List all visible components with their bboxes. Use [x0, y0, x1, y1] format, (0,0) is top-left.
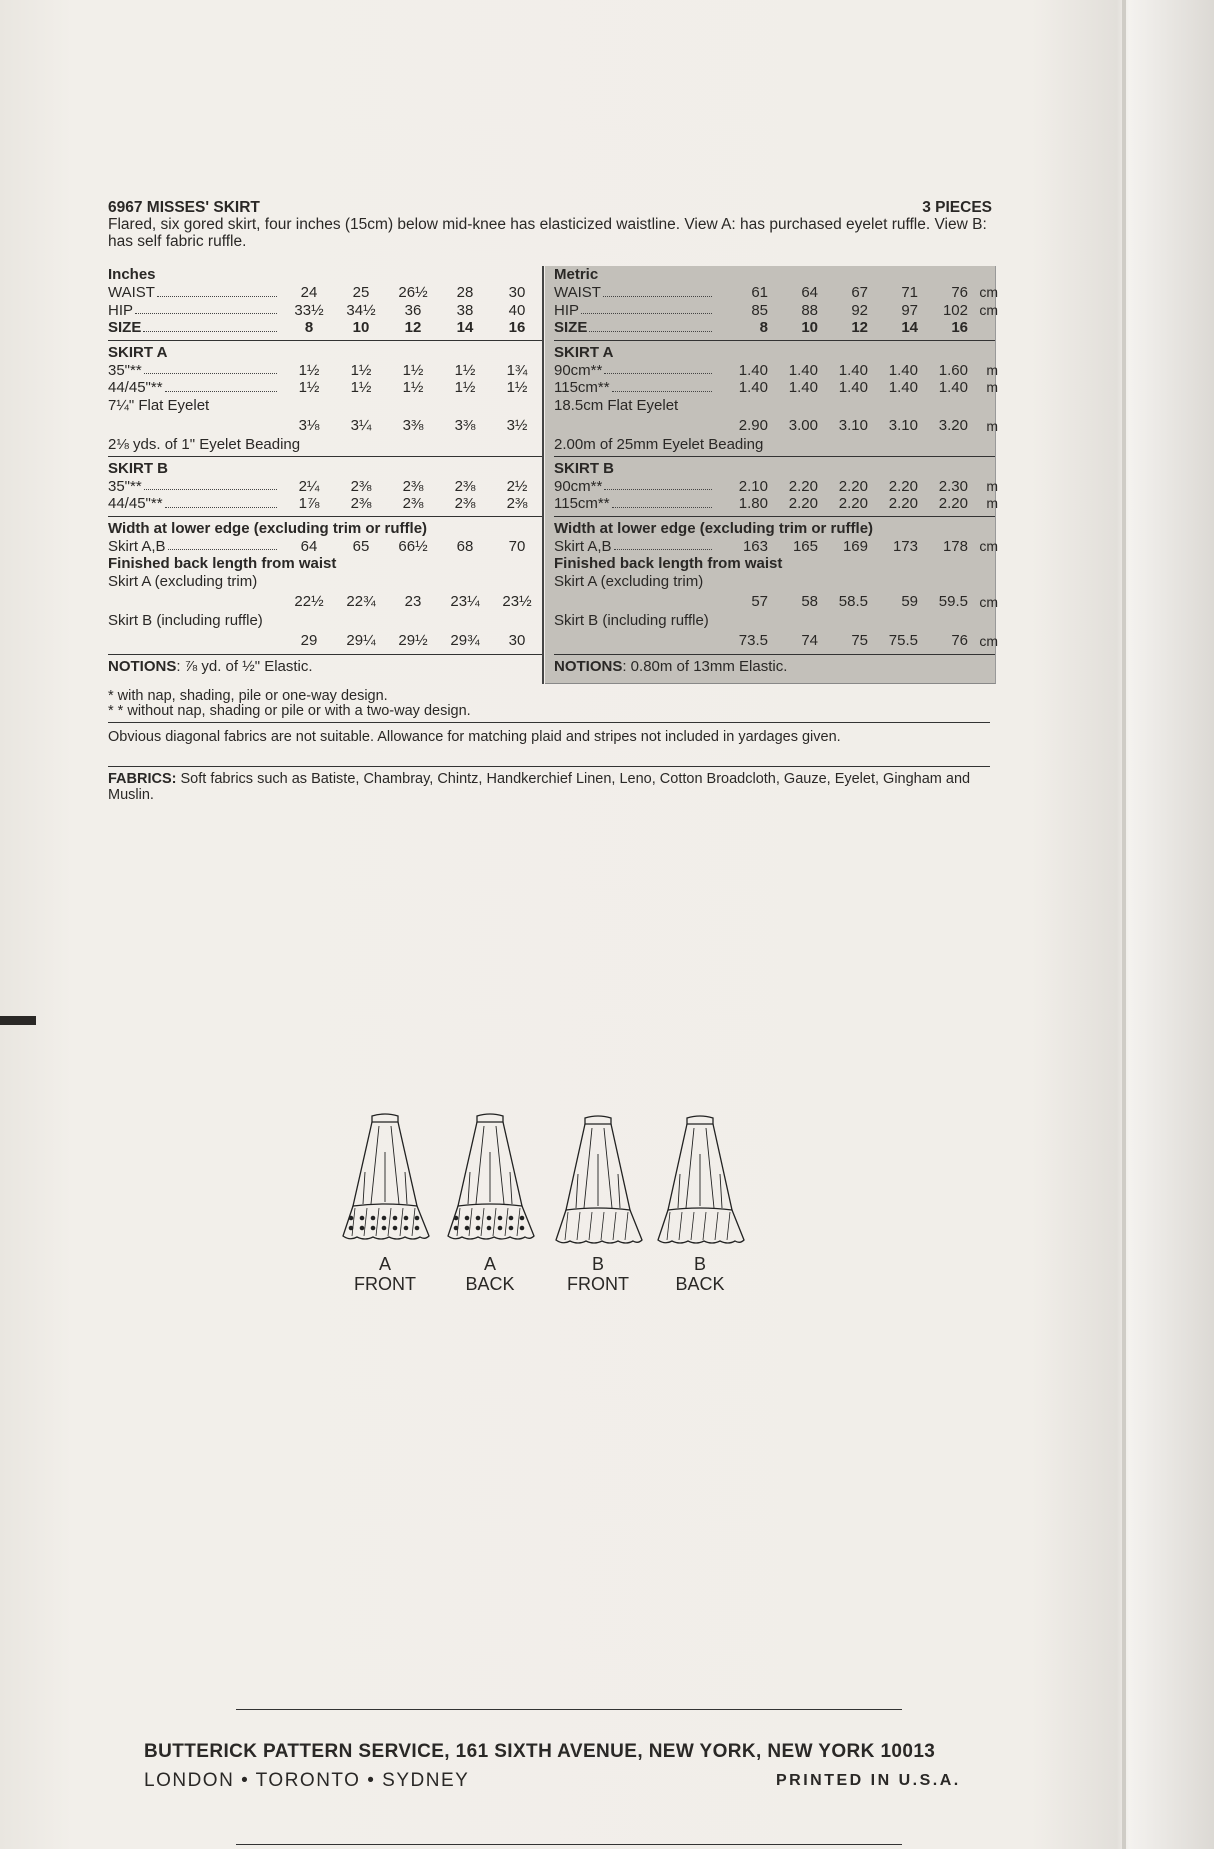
cell-value: 12 — [851, 319, 868, 336]
cell-value: 58.5 — [838, 593, 868, 610]
cell-value: 1½ — [350, 361, 372, 379]
table-row — [108, 319, 542, 337]
dot-leader — [157, 284, 277, 297]
view-letter: A — [378, 1254, 391, 1274]
cell-value: 61 — [751, 284, 768, 301]
view-letter: B — [693, 1254, 706, 1274]
unit: cm — [979, 633, 998, 649]
section-heading: Inches — [108, 266, 156, 283]
view-a-back — [435, 1110, 545, 1294]
divider — [108, 766, 990, 767]
table-row — [108, 495, 542, 513]
cell-value: 66½ — [398, 537, 428, 555]
cell-value: 23½ — [502, 593, 532, 610]
cell-value: 16 — [508, 319, 526, 336]
cell-value: 12 — [404, 319, 422, 336]
fabrics-text: Soft fabrics such as Batiste, Chambray, Chintz, Handkerchief Linen, Leno, Cotton Broadcloth, Gauze, Eyelet, Gingham and Muslin. — [108, 771, 971, 803]
section-divider — [108, 456, 542, 457]
notions-row — [108, 658, 542, 676]
metric-yardage-table — [545, 266, 996, 684]
dot-leader — [165, 379, 277, 392]
cell-value: 1.40 — [788, 379, 818, 396]
section-heading: Metric — [554, 266, 599, 283]
row-label-text: 44/45"** — [108, 379, 163, 396]
cell-value: 8 — [759, 319, 768, 336]
cell-value: 3.00 — [788, 416, 818, 434]
cell-value: 2.20 — [788, 477, 818, 495]
view-b-back — [645, 1110, 755, 1294]
cell-value: 2⅜ — [402, 495, 424, 512]
view-b-front — [543, 1110, 653, 1294]
row-label-text: Skirt A,B — [108, 537, 166, 555]
cell-value: 16 — [951, 319, 968, 336]
row-label — [108, 414, 283, 438]
row-label-text: 35"** — [108, 477, 142, 495]
row-label-text: 90cm** — [554, 477, 603, 495]
row-label — [554, 284, 718, 302]
cell-value: 1⅞ — [298, 495, 320, 512]
dot-leader — [612, 379, 712, 392]
row-label — [554, 362, 718, 380]
view-drawings — [330, 1110, 850, 1310]
cell-value: 30 — [508, 284, 526, 301]
cell-value: 1.40 — [838, 379, 868, 396]
cell-value: 2.30 — [938, 477, 968, 495]
unit: cm — [979, 594, 998, 610]
cell-value: 10 — [352, 319, 370, 336]
pattern-description: Flared, six gored skirt, four inches (15cm) below mid-knee has elasticized waistline. View A: has purchased eyelet ruffle. View B: has self fabric ruffle. — [108, 216, 987, 250]
cell-value: 29¼ — [346, 632, 376, 649]
notions-label: NOTIONS — [108, 658, 177, 675]
cell-value: 58 — [801, 593, 818, 610]
cell-value: 2.20 — [838, 495, 868, 512]
cell-value: 1.40 — [888, 361, 918, 379]
cell-value: 70 — [508, 537, 526, 555]
view-side: BACK — [675, 1274, 725, 1294]
table-row — [108, 629, 542, 651]
unit: cm — [979, 284, 998, 300]
notions-row — [554, 658, 995, 676]
row-label-text: 115cm** — [554, 495, 610, 512]
cell-value: 1.40 — [938, 379, 968, 396]
row-label — [108, 629, 283, 653]
view-side: FRONT — [354, 1274, 416, 1294]
view-side: FRONT — [567, 1274, 629, 1294]
cell-value: 29¾ — [450, 632, 480, 649]
table-row — [554, 477, 998, 496]
cell-value: 1½ — [350, 379, 372, 396]
table-row — [554, 590, 998, 612]
section-heading: Finished back length from waist — [554, 555, 783, 572]
cell-value: 74 — [801, 632, 818, 649]
cell-value: 1½ — [298, 379, 320, 396]
table-row — [108, 284, 542, 302]
cell-value: 64 — [801, 284, 818, 301]
cell-value: 34½ — [346, 301, 376, 319]
cell-value: 68 — [456, 537, 474, 555]
row-label — [554, 629, 718, 653]
skirt-drawing — [650, 1110, 750, 1250]
unit — [968, 319, 998, 337]
notions-label: NOTIONS — [554, 658, 623, 675]
row-caption: 7¼" Flat Eyelet — [108, 396, 210, 414]
cell-value: 2.20 — [788, 495, 818, 512]
table-row — [554, 319, 995, 337]
section-divider — [554, 654, 995, 655]
cell-value: 1.40 — [838, 361, 868, 379]
row-label — [108, 284, 283, 302]
cell-value: 57 — [751, 593, 768, 610]
cell-value: 2⅜ — [402, 477, 424, 495]
dot-leader — [603, 284, 712, 297]
cell-value: 1½ — [402, 379, 424, 396]
cell-value: 2¼ — [298, 477, 320, 495]
inches-yardage-table — [108, 266, 544, 684]
row-label — [554, 414, 718, 438]
row-label — [108, 478, 283, 496]
cell-value: 1.40 — [788, 361, 818, 379]
cell-value: 92 — [851, 301, 868, 319]
cell-value: 24 — [300, 284, 318, 301]
cell-value: 3⅜ — [402, 416, 424, 434]
section-heading: SKIRT A — [108, 343, 168, 361]
cell-value: 36 — [404, 301, 422, 319]
section-divider — [554, 516, 995, 517]
row-label-text: WAIST — [554, 284, 601, 301]
cell-value: 23¼ — [450, 593, 480, 610]
publisher-cities: LONDON • TORONTO • SYDNEY — [144, 1770, 470, 1791]
row-caption: 2⅛ yds. of 1" Eyelet Beading — [108, 435, 301, 453]
cell-value: 1.60 — [938, 361, 968, 379]
cell-value: 14 — [901, 319, 918, 336]
cell-value: 76 — [951, 632, 968, 649]
cell-value: 178 — [942, 537, 968, 555]
table-row — [108, 362, 542, 380]
table-row — [108, 379, 542, 397]
row-caption: Skirt B (including ruffle) — [108, 612, 263, 629]
cell-value: 85 — [751, 301, 768, 319]
cell-value: 75.5 — [888, 632, 918, 649]
section-divider — [108, 340, 542, 341]
cell-value: 1.40 — [738, 379, 768, 396]
pieces-count: 3 PIECES — [922, 199, 992, 216]
cell-value: 2.20 — [938, 495, 968, 512]
row-label-text: HIP — [554, 301, 580, 319]
row-label-text: SIZE — [554, 319, 588, 336]
cell-value: 2⅜ — [350, 477, 372, 495]
table-row — [554, 629, 998, 651]
divider — [108, 722, 990, 723]
table-row — [554, 495, 998, 513]
footnote-with-nap: * with nap, shading, pile or one-way design. — [108, 688, 388, 704]
section-divider — [554, 340, 995, 341]
dot-leader — [589, 319, 712, 332]
dot-leader — [581, 302, 712, 315]
dot-leader — [604, 478, 712, 491]
cell-value: 2⅜ — [350, 495, 372, 512]
cell-value: 2⅜ — [454, 495, 476, 512]
cell-value: 22¾ — [346, 593, 376, 610]
cell-value: 29½ — [398, 632, 428, 649]
publisher-address: BUTTERICK PATTERN SERVICE, 161 SIXTH AVENUE, NEW YORK, NEW YORK 10013 — [144, 1741, 936, 1762]
cell-value: 3.10 — [838, 416, 868, 434]
row-caption: Skirt A (excluding trim) — [554, 573, 704, 590]
cell-value: 2½ — [506, 477, 528, 495]
cell-value: 102 — [942, 301, 968, 319]
section-heading: Width at lower edge (excluding trim or ruffle) — [108, 519, 428, 537]
cell-value: 3.20 — [938, 416, 968, 434]
cell-value: 1.40 — [738, 361, 768, 379]
cell-value: 65 — [352, 537, 370, 555]
diagonal-fabric-note: Obvious diagonal fabrics are not suitable. Allowance for matching plaid and stripes not included in yardages given. — [108, 729, 841, 745]
row-caption: 18.5cm Flat Eyelet — [554, 396, 679, 414]
row-label — [108, 302, 283, 320]
cell-value: 163 — [742, 537, 768, 555]
cell-value: 28 — [456, 284, 474, 301]
cell-value: 29 — [300, 632, 318, 649]
dot-leader — [604, 362, 712, 375]
cell-value: 59 — [901, 593, 918, 610]
row-label — [108, 319, 283, 337]
cell-value: 73.5 — [738, 632, 768, 649]
row-label-text: WAIST — [108, 284, 155, 301]
cell-value: 88 — [801, 301, 818, 319]
row-label-text: 115cm** — [554, 379, 610, 396]
dot-leader — [144, 478, 277, 491]
row-label-text: SIZE — [108, 319, 142, 336]
cell-value: 1.80 — [738, 495, 768, 512]
printed-in: PRINTED IN U.S.A. — [776, 1772, 961, 1789]
cell-value: 8 — [304, 319, 314, 336]
cell-value: 38 — [456, 301, 474, 319]
cell-value: 67 — [851, 284, 868, 301]
row-label — [108, 495, 283, 513]
cell-value: 22½ — [294, 593, 324, 610]
cell-value: 2⅜ — [454, 477, 476, 495]
cell-value: 169 — [842, 537, 868, 555]
cell-value: 2⅜ — [506, 495, 528, 512]
cell-value: 1½ — [454, 361, 476, 379]
section-divider — [108, 516, 542, 517]
section-heading: Finished back length from waist — [108, 555, 337, 572]
row-label — [554, 590, 718, 614]
cell-value: 2.20 — [838, 477, 868, 495]
cell-value: 64 — [300, 537, 318, 555]
row-label — [108, 590, 283, 614]
row-caption: 2.00m of 25mm Eyelet Beading — [554, 435, 764, 453]
table-row — [554, 414, 998, 436]
section-heading: SKIRT B — [108, 459, 168, 477]
view-letter: A — [483, 1254, 496, 1274]
section-divider — [108, 654, 542, 655]
view-side: BACK — [465, 1274, 515, 1294]
cell-value: 30 — [508, 632, 526, 649]
table-row — [554, 537, 998, 556]
cell-value: 165 — [792, 537, 818, 555]
cell-value: 3⅛ — [298, 416, 320, 434]
row-label — [554, 319, 718, 337]
skirt-drawing — [548, 1110, 648, 1250]
dot-leader — [612, 495, 712, 508]
divider — [236, 1844, 902, 1845]
table-row — [554, 379, 998, 397]
cell-value: 3⅜ — [454, 416, 476, 434]
notions-text: : 0.80m of 13mm Elastic. — [622, 658, 788, 675]
cell-value: 71 — [901, 284, 918, 301]
cell-value: 1½ — [298, 361, 320, 379]
row-caption: Skirt B (including ruffle) — [554, 612, 709, 629]
cell-value: 173 — [892, 537, 918, 555]
section-heading: SKIRT B — [554, 459, 614, 477]
divider — [236, 1709, 902, 1710]
cell-value: 2.20 — [888, 477, 918, 495]
section-heading: Width at lower edge (excluding trim or ruffle) — [554, 519, 874, 537]
row-label-text: Skirt A,B — [554, 537, 612, 555]
cell-value: 97 — [901, 301, 918, 319]
cell-value: 76 — [951, 284, 968, 301]
dot-leader — [165, 495, 277, 508]
table-row — [554, 284, 998, 302]
cell-value: 1¾ — [506, 361, 528, 379]
cell-value: 75 — [851, 632, 868, 649]
table-row — [108, 302, 542, 320]
notions-text: : ⅞ yd. of ½" Elastic. — [176, 658, 313, 675]
unit: m — [986, 477, 998, 494]
cell-value: 10 — [801, 319, 818, 336]
dot-leader — [144, 362, 277, 375]
pattern-title: 6967 MISSES' SKIRT — [108, 199, 260, 216]
cell-value: 1.40 — [888, 379, 918, 396]
paper-fold — [1122, 0, 1126, 1849]
cell-value: 1½ — [454, 379, 476, 396]
table-row — [108, 538, 542, 556]
table-row — [108, 590, 542, 612]
cell-value: 2.90 — [738, 416, 768, 434]
cell-value: 1½ — [506, 379, 528, 396]
fabrics-note — [108, 771, 990, 803]
row-label-text: 90cm** — [554, 361, 603, 379]
view-letter: B — [591, 1254, 604, 1274]
unit: cm — [979, 301, 998, 318]
unit: m — [986, 495, 998, 511]
cell-value: 26½ — [398, 284, 428, 301]
table-row — [554, 301, 998, 320]
cell-value: 59.5 — [938, 593, 968, 610]
row-label — [554, 538, 718, 556]
dot-leader — [135, 302, 277, 315]
cell-value: 23 — [404, 593, 422, 610]
section-divider — [554, 456, 995, 457]
edge-mark — [0, 1016, 36, 1025]
table-row — [554, 361, 998, 380]
row-label — [108, 362, 283, 380]
row-label-text: HIP — [108, 301, 134, 319]
cell-value: 2.20 — [888, 495, 918, 512]
cell-value: 40 — [508, 301, 526, 319]
footnote-without-nap: * * without nap, shading or pile or with a two-way design. — [108, 703, 471, 719]
table-row — [108, 478, 542, 496]
row-label — [108, 379, 283, 397]
dot-leader — [143, 319, 277, 332]
row-label — [554, 302, 718, 320]
dot-leader — [614, 538, 712, 551]
row-label — [554, 478, 718, 496]
row-label-text: 35"** — [108, 361, 142, 379]
table-row — [108, 414, 542, 436]
cell-value: 3.10 — [888, 416, 918, 434]
row-label — [554, 495, 718, 513]
section-heading: SKIRT A — [554, 343, 614, 361]
cell-value: 1½ — [402, 361, 424, 379]
cell-value: 14 — [456, 319, 474, 336]
row-caption: Skirt A (excluding trim) — [108, 573, 258, 590]
skirt-drawing — [335, 1110, 435, 1250]
cell-value: 25 — [352, 284, 370, 301]
view-a-front — [330, 1110, 440, 1294]
cell-value: 3½ — [506, 416, 528, 434]
fabrics-label: FABRICS: — [108, 771, 177, 787]
unit: m — [986, 379, 998, 395]
cell-value: 2.10 — [738, 477, 768, 495]
unit: m — [986, 361, 998, 378]
row-label — [554, 379, 718, 397]
dot-leader — [168, 538, 277, 551]
cell-value: 3¼ — [350, 416, 372, 434]
unit: m — [986, 417, 998, 434]
skirt-drawing — [440, 1110, 540, 1250]
row-label — [108, 538, 283, 556]
pattern-header — [108, 199, 992, 250]
unit: cm — [979, 537, 998, 554]
cell-value: 33½ — [294, 301, 324, 319]
row-label-text: 44/45"** — [108, 495, 163, 512]
